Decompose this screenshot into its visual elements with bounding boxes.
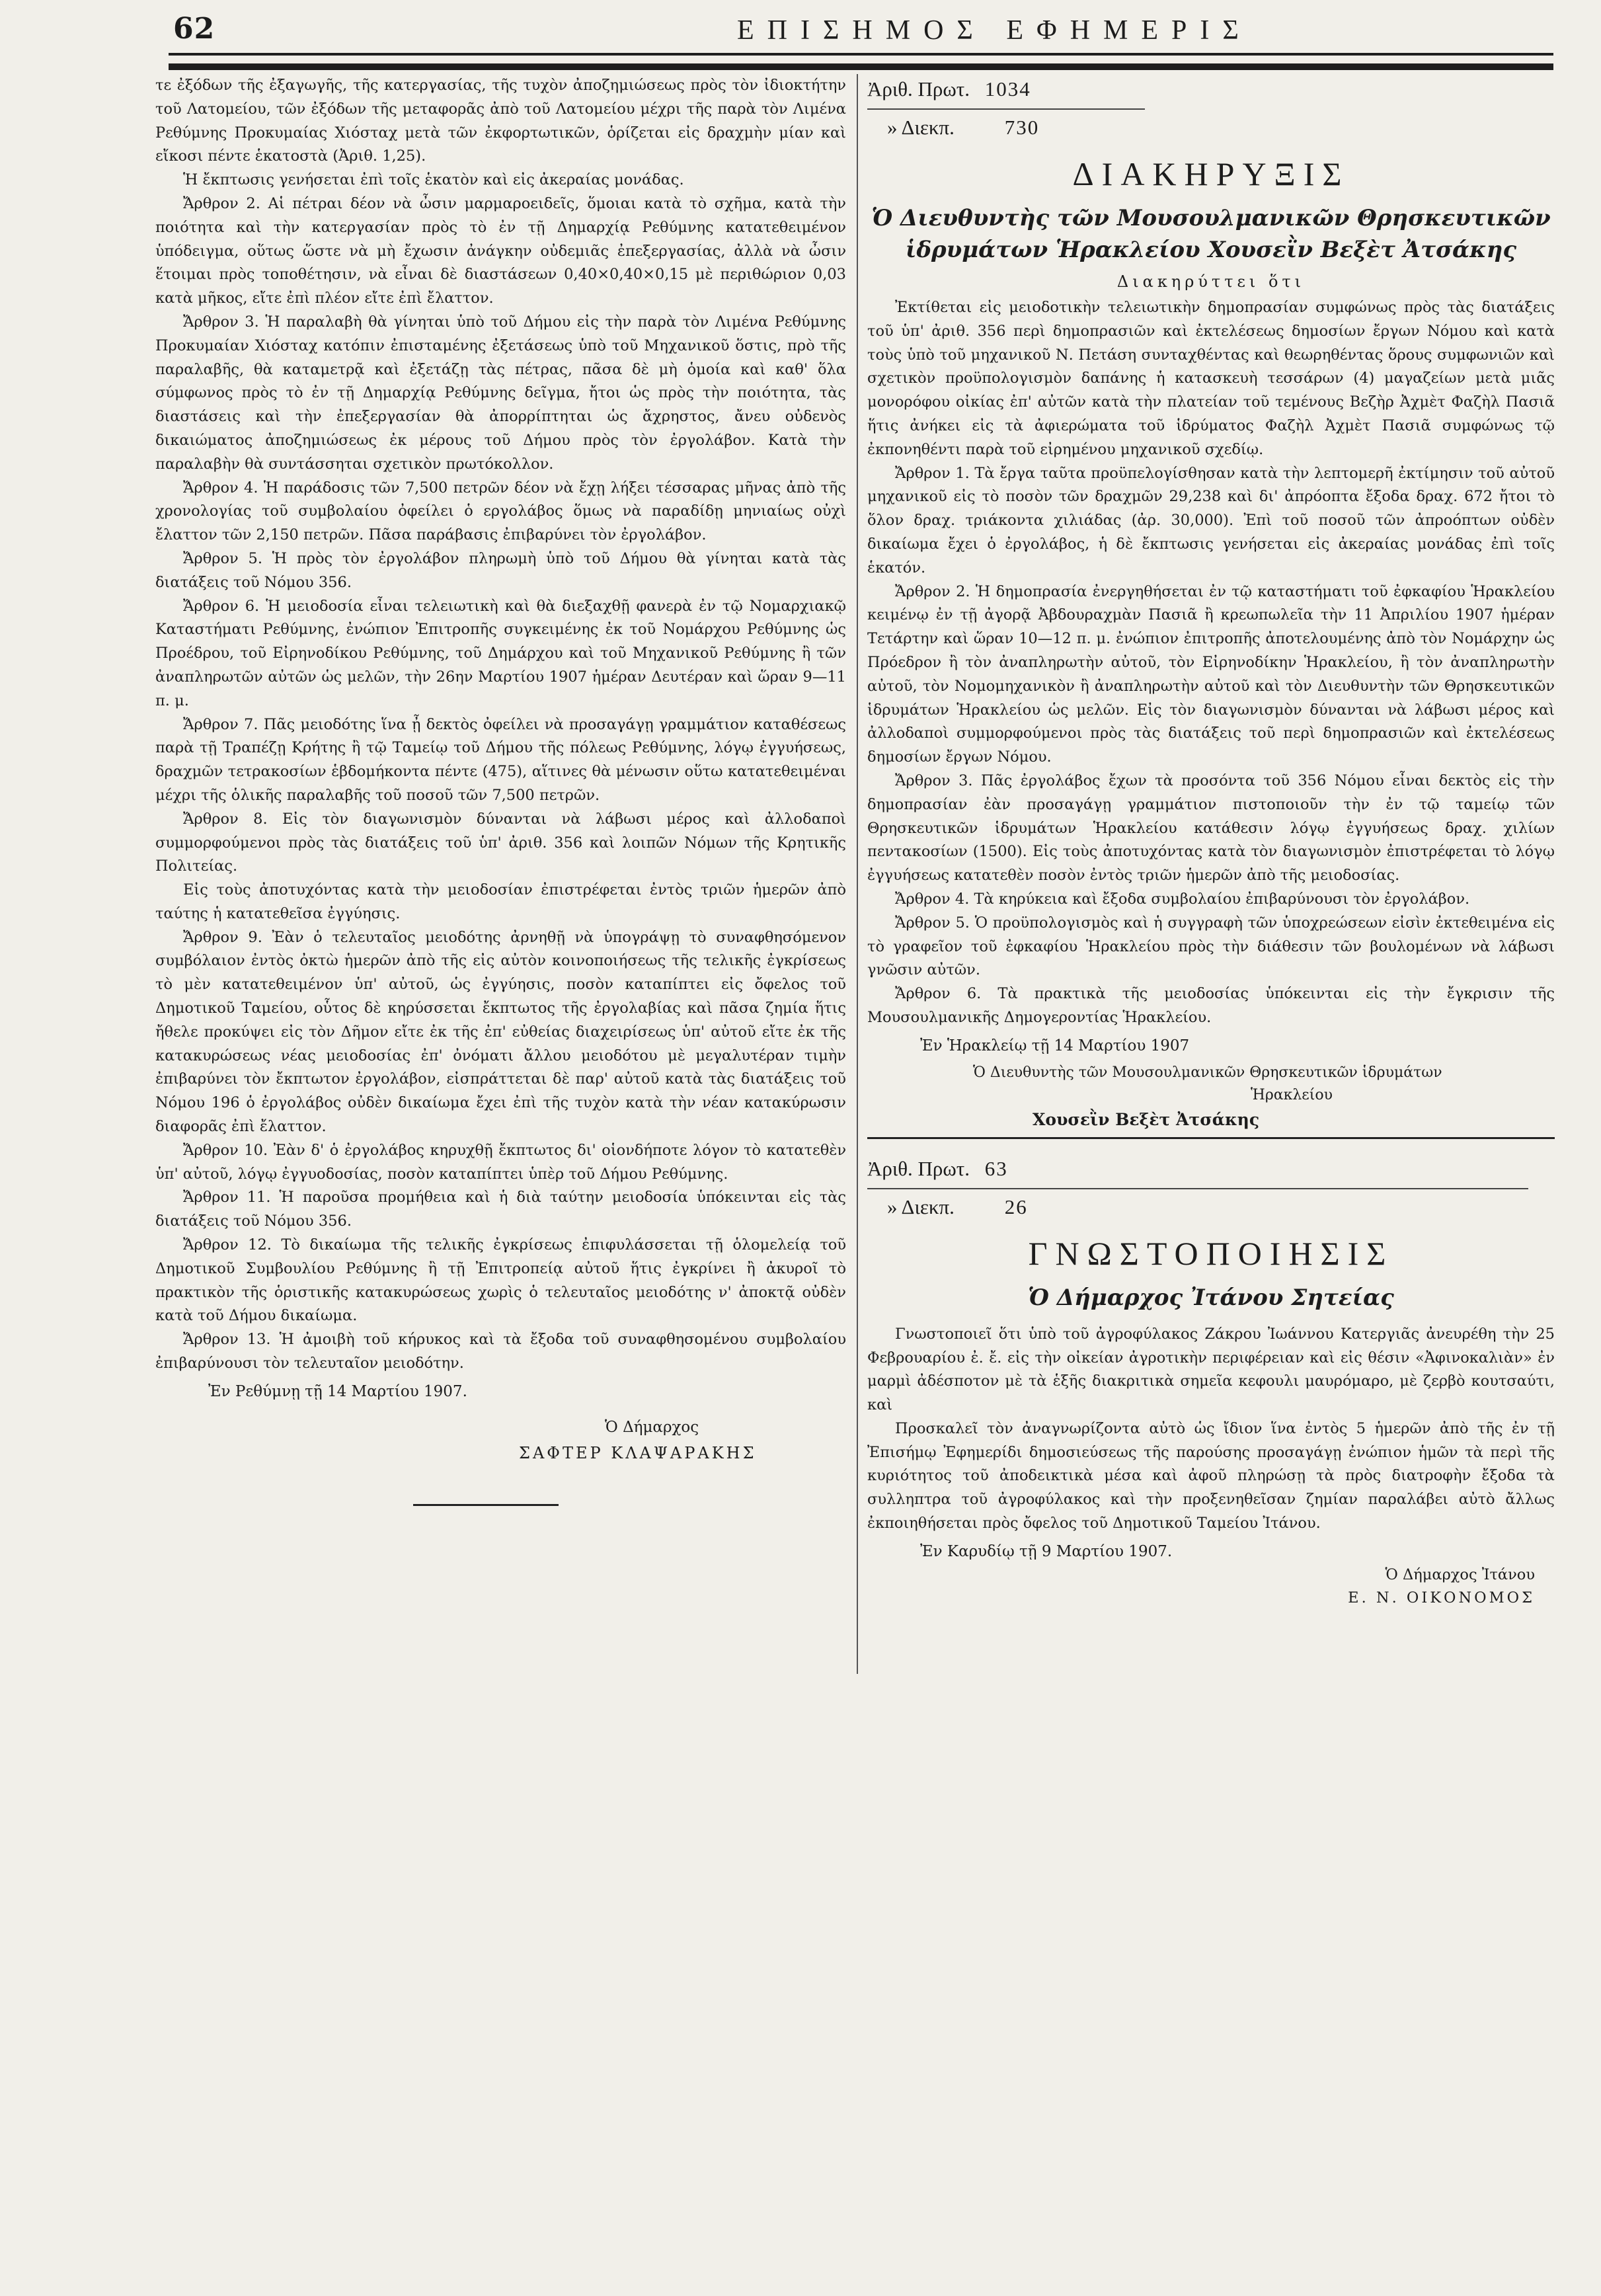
notice1-signoff-title: Ὁ Διευθυντὴς τῶν Μουσουλμανικῶν Θρησκευτικῶν ἱδρυμάτων (973, 1064, 1442, 1081)
left-paragraph: Ἄρθρον 7. Πᾶς μειοδότης ἵνα ᾖ δεκτὸς ὀφείλει νὰ προσαγάγῃ γραμμάτιον καταθέσεως παρὰ τῇ Τραπέζῃ Κρήτης ἢ τῷ Ταμείῳ τοῦ Δήμου τῆς πόλεως Ρεθύμνης, λόγῳ ἐγγυήσεως, δραχμῶν τετρακοσίων ἑβδομήκοντα πέντε (475), αἵτινες θὰ μένωσιν οὕτω κατατεθειμέναι μέχρι τῆς ὁλικῆς παραλαβῆς τοῦ ποσοῦ τῶν 7,500 πετρῶν. (155, 715, 846, 804)
left-paragraph: Ἄρθρον 9. Ἐὰν ὁ τελευταῖος μειοδότης ἀρνηθῇ νὰ ὑπογράψῃ τὸ συναφθησόμενον συμβόλαιον ἐντὸς ὀκτὼ ἡμερῶν ἀπὸ τῆς εἰς αὐτὸν κοινοποιήσεως τῆς τελικῆς ἐγκρίσεως τὸ μὲν κατατεθειμένον ὑπ' αὐτοῦ, ὡς ἐγγύησις, ποσὸν καταπίπτει εἰς ὄφελος τοῦ Δημοτικοῦ Ταμείου, οὗτος δὲ κηρύσσεται ἔκπτωτος τῆς ἐργολαβίας καὶ πᾶσα ζημία ἥτις ἤθελε προκύψει εἰς τὸν Δῆμον εἴτε ἐκ τῆς ἐπ' εὐθείας διαχειρίσεως ὑπ' αὐτοῦ εἴτε ἐκ τῆς κατακυρώσεως νέας μειοδοσίας ἐπ' ὀνόματι ἄλλου μειοδότου μὲ μεγαλυτέραν τιμὴν ἐπιβαρύνει τὸν ἔκπτωτον ἐργολάβον, εἰσπράττεται δὲ παρ' αὐτοῦ κατὰ τὰς διατάξεις τοῦ Νόμου 196 ὁ ἐργολάβος οὐδὲν δικαίωμα ἔχει ἐπὶ τῆς τυχὸν κατὰ τὴν νέαν κατακύρωσιν διαφορᾶς ἐπὶ ἔλαττον. (155, 928, 846, 1136)
left-end-rule (413, 1504, 559, 1506)
protocol-number: 1034 (984, 77, 1031, 100)
section-title: ΔΙΑΚΗΡΥΞΙΣ (1072, 155, 1350, 192)
dispatch-label: » Διεκπ. (887, 116, 955, 139)
notice2-closing-title: Ὁ Δήμαρχος Ἰτάνου (1385, 1565, 1535, 1583)
dispatch-label: » Διεκπ. (887, 1195, 955, 1218)
left-paragraph: Ἄρθρον 2. Αἱ πέτραι δέον νὰ ὦσιν μαρμαροειδεῖς, ὅμοιαι κατὰ τὸ σχῆμα, κατὰ τὴν ποιότητα καὶ τὴν κατεργασίαν πρὸς τὸ ἐν τῇ Δημαρχίᾳ Ρεθύμνης κατατεθειμένον ὑπόδειγμα, οὕτως ὥστε νὰ μὴ ἔχωσιν ἀνάγκην οὐδεμιᾶς ἐπεξεργασίας, ἀλλὰ νὰ ὦσιν ἕτοιμαι πρὸς τοποθέτησιν, νὰ εἶναι δὲ διαστάσεων 0,40×0,40×0,15 μὲ περιθώριον 0,03 κατὰ μῆκος, εἴτε ἐπὶ πλέον εἴτε ἐπὶ ἔλαττον. (155, 194, 846, 307)
notice2-closing-name: Ε. Ν. ΟΙΚΟΝΟΜΟΣ (1348, 1589, 1535, 1606)
notice1-signoff-place: Ἡρακλείου (1251, 1086, 1333, 1103)
section-title: ΓΝΩΣΤΟΠΟΙΗΣΙΣ (1028, 1234, 1394, 1272)
left-paragraph: Ἄρθρον 11. Ἡ παροῦσα προμήθεια καὶ ἡ διὰ ταύτην μειοδοσία ὑπόκεινται εἰς τὰς διατάξεις τοῦ Νόμου 356. (155, 1189, 846, 1230)
notice1-paragraph: Ἄρθρον 6. Τὰ πρακτικὰ τῆς μειοδοσίας ὑπόκεινται εἰς τὴν ἔγκρισιν τῆς Μουσουλμανικῆς Δημογεροντίας Ἡρακλείου. (867, 985, 1555, 1026)
notice2-paragraph: Γνωστοποιεῖ ὅτι ὑπὸ τοῦ ἀγροφύλακος Ζάκρου Ἰωάννου Κατεργιᾶς ἀνευρέθη τὴν 25 Φεβρουαρίου ἐ. ἔ. εἰς τὴν οἰκείαν ἀγροτικὴν περιφέρειαν καὶ εἰς θέσιν «Ἀφινοκαλιὰν» ἐν μαρμὶ ἀδέσποτον μὲ τὰ ἑξῆς διακριτικὰ σημεῖα κεφουλι μαυρόμαρο, μὲ ζερβὸ κουτσαύτι, καὶ (867, 1325, 1555, 1414)
left-paragraph: Ἄρθρον 6. Ἡ μειοδοσία εἶναι τελειωτικὴ καὶ θὰ διεξαχθῇ φανερὰ ἐν τῷ Νομαρχιακῷ Καταστήματι Ρεθύμνης, ἐνώπιον Ἐπιτροπῆς συγκειμένης ἐκ τοῦ Νομάρχου Ρεθύμνης ὡς Προέδρου, τοῦ Εἰρηνοδίκου Ρεθύμνης, τοῦ Δημάρχου καὶ τοῦ Μηχανικοῦ Ρεθύμνης ἢ τῶν ἀναπληρωτῶν αὐτῶν ὡς μελῶν, τὴν 26ην Μαρτίου 1907 ἡμέραν Δευτέραν καὶ ὥραν 9—11 π. μ. (155, 597, 846, 709)
notice1-paragraph: Ἄρθρον 5. Ὁ προϋπολογισμὸς καὶ ἡ συγγραφὴ τῶν ὑποχρεώσεων εἰσὶν ἐκτεθειμένα εἰς τὸ γραφεῖον τοῦ ἐφκαφίου Ἡρακλείου πρὸς τὴν διάθεσιν τῶν βουλομένων νὰ λάβωσι γνῶσιν αὐτῶν. (867, 914, 1555, 979)
protocol-number-line (867, 74, 1555, 104)
notice-separator-rule (867, 1137, 1555, 1139)
right-column (867, 74, 1555, 1610)
left-place-date: Ἐν Ρεθύμνῃ τῇ 14 Μαρτίου 1907. (208, 1382, 467, 1400)
protocol-rule (867, 1188, 1528, 1189)
left-paragraph: Ἄρθρον 13. Ἡ ἀμοιβὴ τοῦ κήρυκος καὶ τὰ ἔξοδα τοῦ συναφθησομένου συμβολαίου ἐπιβαρύνουσι τὸν τελευταῖον μειοδότην. (155, 1331, 846, 1372)
issuer-heading: Ὁ Δήμαρχος Ἰτάνου Σητείας (1028, 1284, 1394, 1311)
left-paragraph: Ἄρθρον 8. Εἰς τὸν διαγωνισμὸν δύνανται νὰ λάβωσι μέρος καὶ ἀλλοδαποὶ συμμορφούμενοι πρὸς τὰς διατάξεις τοῦ ὑπ' ἀριθ. 356 καὶ λοιπῶν Νόμων τῆς Κρητικῆς Πολιτείας. (155, 810, 846, 875)
notice2-place-date: Ἐν Καρυδίῳ τῇ 9 Μαρτίου 1907. (920, 1542, 1173, 1560)
left-paragraph: Ἡ ἔκπτωσις γενήσεται ἐπὶ τοῖς ἑκατὸν καὶ εἰς ἀκεραίας μονάδας. (183, 171, 684, 189)
notice-gnostopoiisis (867, 1154, 1555, 1610)
notice1-paragraph: Ἄρθρον 3. Πᾶς ἐργολάβος ἔχων τὰ προσόντα τοῦ 356 Νόμου εἶναι δεκτὸς εἰς τὴν δημοπρασίαν ἐὰν προσαγάγῃ γραμμάτιον πιστοποιοῦν τὴν ἐν τῷ ταμείῳ τῶν Θρησκευτικῶν ἱδρυμάτων Ἡρακλείου κατάθεσιν λόγῳ ἐγγυήσεως δραχ. χιλίων πεντακοσίων (1500). Εἰς τοὺς ἀποτυχόντας κατὰ τὸν διαγωνισμὸν ἐπιστρέφεται τὸ λόγῳ ἐγγυήσεως κατατεθὲν ποσὸν ἐντὸς τριῶν ἡμερῶν ἀπὸ τῆς μειοδοσίας. (867, 772, 1555, 885)
left-paragraph: Ἄρθρον 3. Ἡ παραλαβὴ θὰ γίνηται ὑπὸ τοῦ Δήμου εἰς τὴν παρὰ τὸν Λιμένα Ρεθύμνης Προκυμαίαν Χιόσταχ κατόπιν ἐπισταμένης ἐξετάσεως ὑπὸ τοῦ Μηχανικοῦ ὅστις, πρὸ τῆς παραλαβῆς, θὰ καταμετρᾷ καὶ ἐξετάζῃ τὰς πέτρας, πᾶσα δὲ μὴ ὁμοία καὶ καθ' ὅλα σύμφωνος πρὸς τὸ ἐν τῇ Δημαρχίᾳ Ρεθύμνης δεῖγμα, ἤτοι ὡς πρὸς τὴν ποιότητα, τὰς διαστάσεις καὶ τὴν ἐπεξεργασίαν θὰ ἀπορρίπτηται ὡς ἄχρηστος, ἄνευ οὐδενὸς δικαιώματος ἀποζημιώσεως ἐκ μέρους τοῦ Δήμου πρὸς τὸν ἐργολάβον. Κατὰ τὴν παραλαβὴν θὰ συντάσσηται σχετικὸν πρωτόκολλον. (155, 313, 846, 473)
protocol-label: Ἀριθ. Πρωτ. (867, 77, 970, 100)
page-number: 62 (173, 12, 215, 46)
left-signature-title: Ὁ Δήμαρχος (605, 1418, 699, 1436)
header-rule-thin (169, 53, 1553, 56)
dispatch-number: 26 (1004, 1195, 1028, 1218)
left-paragraph: Ἄρθρον 5. Ἡ πρὸς τὸν ἐργολάβον πληρωμὴ ὑπὸ τοῦ Δήμου θὰ γίνηται κατὰ τὰς διατάξεις τοῦ Νόμου 356. (155, 549, 846, 591)
left-signature-name: ΣΑΦΤΕΡ ΚΛΑΨΑΡΑΚΗΣ (519, 1443, 757, 1462)
left-paragraph: Εἰς τοὺς ἀποτυχόντας κατὰ τὴν μειοδοσίαν ἐπιστρέφεται ἐντὸς τριῶν ἡμερῶν ἀπὸ ταύτης ἡ κατατεθεῖσα ἐγγύησις. (155, 881, 846, 922)
dispatch-number-line (867, 112, 1555, 143)
notice1-place-date: Ἐν Ἡρακλείῳ τῇ 14 Μαρτίου 1907 (920, 1037, 1190, 1054)
column-divider (857, 74, 858, 1674)
issuer-heading: Ὁ Διευθυντὴς τῶν Μουσουλμανικῶν Θρησκευτικῶν ἱδρυμάτων Ἡρακλείου Χουσεῒν Βεξὲτ Ἀτσάκης (871, 205, 1551, 263)
header-rule-thick (169, 63, 1553, 70)
left-paragraph: τε ἐξόδων τῆς ἐξαγωγῆς, τῆς κατεργασίας, τῆς τυχὸν ἀποζημιώσεως πρὸς τὸν ἰδιοκτήτην τοῦ Λατομείου, τῶν ἐξόδων τῆς μεταφορᾶς ἀπὸ τοῦ Λατομείου μέχρι τῆς παρὰ τὸν Λιμένα Ρεθύμνης Προκυμαίας Χιόσταχ μετὰ τῶν ἐκφορτωτικῶν, ὁρίζεται εἰς δραχμὴν μίαν καὶ εἴκοσι πέντε ἑκατοστὰ (Ἀριθ. 1,25). (155, 77, 846, 165)
left-paragraph: Ἄρθρον 12. Τὸ δικαίωμα τῆς τελικῆς ἐγκρίσεως ἐπιφυλάσσεται τῇ ὁλομελείᾳ τοῦ Δημοτικοῦ Συμβουλίου Ρεθύμνης ἢ τῇ Ἐπιτροπείᾳ αὐτοῦ ἥτις ἐγκρίνει ἢ ἀκυροῖ τὸ πρακτικὸν τῆς ὁριστικῆς κατακυρώσεως χωρὶς ὁ τελευταῖος μειοδότης ν' ἀποκτᾷ οὐδὲν κατὰ τοῦ Δήμου δικαίωμα. (155, 1236, 846, 1325)
dispatch-number-line (867, 1192, 1555, 1222)
notice1-paragraph: Ἄρθρον 1. Τὰ ἔργα ταῦτα προϋπελογίσθησαν κατὰ τὴν λεπτομερῆ ἐκτίμησιν τοῦ αὐτοῦ μηχανικοῦ εἰς τὸ ποσὸν τῶν δραχμῶν 29,238 καὶ δι' ἀπρόοπτα ἔξοδα δραχ. 672 ἤτοι τὸ ὅλον δραχ. τριάκοντα χιλιάδας (ἀρ. 30,000). Ἐπὶ τοῦ ποσοῦ τῶν ἀπροόπτων οὐδὲν δικαίωμα ἔχει ὁ ἐργολάβος, ἡ δὲ ἔκπτωσις γενήσεται εἰς ἀκεραίας μονάδας ἐπὶ τοῖς ἑκατόν. (867, 464, 1555, 576)
protocol-rule (867, 108, 1145, 110)
left-column (155, 74, 846, 1506)
notice1-paragraph: Ἄρθρον 2. Ἡ δημοπρασία ἐνεργηθήσεται ἐν τῷ καταστήματι τοῦ ἐφκαφίου Ἡρακλείου κειμένῳ ἐν τῇ ἀγορᾷ Ἀβδουραχμὰν Πασιᾶ ἢ κρεωπωλεῖα τὴν 11 Ἀπριλίου 1907 ἡμέραν Τετάρτην καὶ ὥραν 10—12 π. μ. ἐνώπιον ἐπιτροπῆς ἀποτελουμένης ἀπὸ τὸν Νομάρχην ὡς Πρόεδρον ἢ τὸν ἀναπληρωτὴν αὐτοῦ, τὸν Εἰρηνοδίκην Ἡρακλείου, ἢ τὸν ἀναπληρωτὴν αὐτοῦ, τὸν Νομομηχανικὸν ἢ ἀναπληρωτὴν αὐτοῦ καὶ τὸν Διευθυντὴν τῶν Θρησκευτικῶν ἱδρυμάτων Ἡρακλείου ὡς μελῶν. Εἰς τὸν διαγωνισμὸν δύνανται νὰ λάβωσι μέρος καὶ ἀλλοδαποὶ συμμορφούμενοι πρὸς τὰς διατάξεις τοῦ περὶ δημοπρασιῶν καὶ ἐκτελέσεως δημοσίων ἔργων Νόμου. (867, 582, 1555, 766)
notice-diakiryxis (867, 74, 1555, 1139)
protocol-number: 63 (984, 1156, 1008, 1180)
left-paragraph: Ἄρθρον 10. Ἐὰν δ' ὁ ἐργολάβος κηρυχθῇ ἔκπτωτος δι' οἱονδήποτε λόγον τὸ κατατεθὲν ὑπ' αὐτοῦ, λόγῳ ἐγγυοδοσίας, ποσὸν καταπίπτει ὑπὲρ τοῦ Δήμου Ρεθύμνης. (155, 1141, 846, 1183)
left-paragraph: Ἄρθρον 4. Ἡ παράδοσις τῶν 7,500 πετρῶν δέον νὰ ἔχῃ λήξει τέσσαρας μῆνας ἀπὸ τῆς χρονολογίας τοῦ συμβολαίου ὀφείλει ὁ εργολάβος ὅμως νὰ παραδίδῃ μηνιαίως οὐχὶ ἔλαττον τῶν 2,150 πετρῶν. Πᾶσα παράβασις ἐπιβαρύνει τὸν ἐργολάβον. (155, 479, 846, 544)
declares-line: Διακηρύττει ὅτι (1116, 272, 1306, 291)
running-title: ΕΠΙΣΗΜΟΣ ΕΦΗΜΕΡΙΣ (737, 15, 1252, 46)
protocol-number-line (867, 1154, 1555, 1184)
notice2-paragraph: Προσκαλεῖ τὸν ἀναγνωρίζοντα αὐτὸ ὡς ἴδιον ἵνα ἐντὸς 5 ἡμερῶν ἀπὸ τῆς ἐν τῇ Ἐπισήμῳ Ἐφημερίδι δημοσιεύσεως τῆς παρούσης προσαγάγῃ ἐνώπιον ἡμῶν τὰ περὶ τῆς κυριότητος τοῦ ἀποδεικτικὰ μέσα καὶ ἀφοῦ πληρώσῃ τὰ πρὸς διατροφὴν ἔξοδα τὰ συλληπτρα τοῦ ἀγροφύλακος καὶ τὴν προξενηθεῖσαν ζημίαν παραλάβει αὐτὸ ἄλλως ἐκποιηθήσεται πρὸς ὄφελος τοῦ Δημοτικοῦ Ταμείου Ἰτάνου. (867, 1419, 1555, 1532)
notice1-signoff-name: Χουσεῒν Βεξὲτ Ἀτσάκης (1033, 1109, 1260, 1129)
protocol-label: Ἀριθ. Πρωτ. (867, 1156, 970, 1180)
dispatch-number: 730 (1004, 116, 1040, 139)
notice1-paragraph: Ἄρθρον 4. Τὰ κηρύκεια καὶ ἔξοδα συμβολαίου ἐπιβαρύνουσι τὸν ἐργολάβον. (895, 890, 1470, 908)
notice1-paragraph: Ἐκτίθεται εἰς μειοδοτικὴν τελειωτικὴν δημοπρασίαν συμφώνως πρὸς τὰς διατάξεις τοῦ ὑπ' ἀριθ. 356 περὶ δημοπρασιῶν καὶ ἐκτελέσεως δημοσίων ἔργων Νόμου καὶ κατὰ τοὺς ὑπὸ τοῦ μηχανικοῦ Ν. Πετάση συνταχθέντας καὶ θεωρηθέντας ὅρους συμφωνιῶν καὶ σχετικὸν προϋπολογισμὸν δαπάνης ἡ κατασκευὴ τεσσάρων (4) μαγαζείων μετὰ μιᾶς μονορόφου οἰκίας ἐπ' αὐτῶν κατὰ τὴν πλατείαν τοῦ τεμένους Βεζὴρ Ἀχμὲτ Φαζὴλ Πασιᾶ ἥτις ἀνήκει εἰς τὰ ἀφιερώματα τοῦ ἱδρύματος Φαζὴλ Ἀχμὲτ Πασιᾶ συμφώνως τῷ ἐκπονηθέντι παρὰ τοῦ εἰρημένου μηχανικοῦ σχεδίῳ. (867, 299, 1555, 458)
